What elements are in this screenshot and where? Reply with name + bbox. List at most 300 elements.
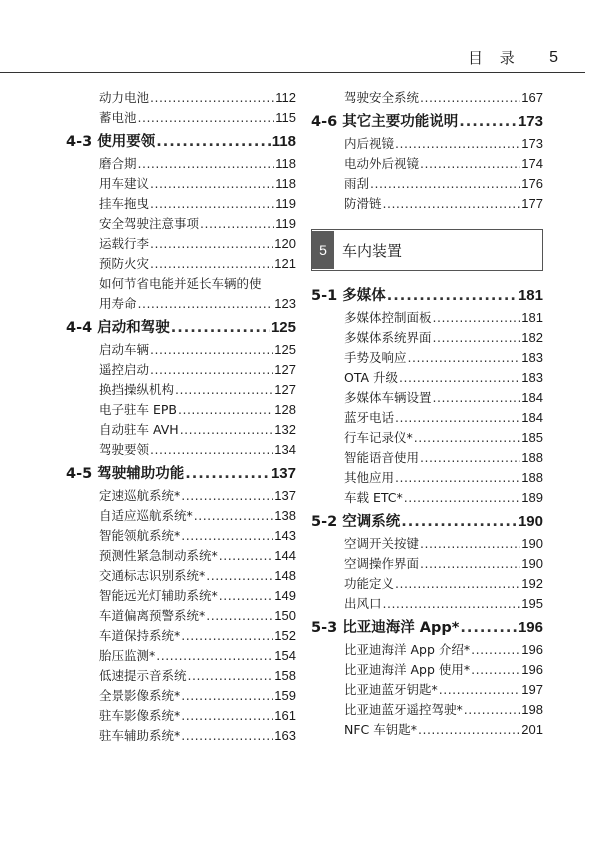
toc-page-number: 190 — [517, 513, 543, 530]
toc-entry-label: 车道保持系统* — [99, 628, 181, 643]
toc-entry[interactable] — [66, 360, 296, 380]
toc-entry-label: 驾驶安全系统 — [344, 90, 420, 105]
toc-entry-row — [344, 194, 543, 214]
toc-page-number: 188 — [521, 450, 543, 465]
toc-entry-row — [99, 566, 296, 586]
toc-entry-row — [344, 488, 543, 508]
toc-entry-label: 手势及响应 — [344, 350, 407, 365]
toc-page-number: 190 — [521, 556, 543, 571]
dot-leader — [460, 617, 517, 639]
toc-entry-label: 预测性紧急制动系统* — [99, 548, 218, 563]
toc-entry-label: 蓝牙电话 — [344, 410, 395, 425]
toc-entry-row — [311, 111, 543, 133]
toc-entry-row — [344, 720, 543, 740]
toc-entry-row — [66, 463, 296, 485]
toc-section-entry[interactable] — [311, 111, 543, 133]
toc-entry[interactable] — [66, 526, 296, 546]
toc-entry-row — [344, 574, 543, 594]
dot-leader — [200, 214, 274, 234]
toc-entry-row — [99, 506, 296, 526]
toc-entry-label: 全景影像系统* — [99, 688, 181, 703]
dot-leader — [156, 131, 271, 153]
toc-entry[interactable] — [311, 88, 543, 108]
toc-page-number: 184 — [521, 410, 543, 425]
toc-entry-row — [99, 194, 296, 214]
toc-right-top — [311, 88, 543, 214]
toc-entry-label: 内后视镜 — [344, 136, 395, 151]
toc-entry-row — [344, 428, 543, 448]
dot-leader — [185, 463, 270, 485]
dot-leader — [150, 174, 274, 194]
toc-entry[interactable] — [311, 640, 543, 660]
toc-entry[interactable] — [66, 420, 296, 440]
toc-entry-label: 出风口 — [344, 596, 382, 611]
toc-page-number: 127 — [274, 362, 296, 377]
dot-leader — [181, 486, 273, 506]
toc-entry[interactable] — [66, 400, 296, 420]
toc-entry[interactable] — [311, 388, 543, 408]
toc-entry-label: 遥控启动 — [99, 362, 150, 377]
toc-entry-row — [344, 308, 543, 328]
toc-entry[interactable] — [311, 680, 543, 700]
toc-entry-label: NFC 车钥匙* — [344, 722, 417, 737]
toc-page-number: 181 — [521, 310, 543, 325]
toc-page-number: 190 — [521, 536, 543, 551]
toc-entry-label: 比亚迪海洋 App 使用* — [344, 662, 471, 677]
dot-leader — [370, 174, 520, 194]
toc-entry-row — [344, 134, 543, 154]
toc-entry-label: 如何节省电能并延长车辆的使 — [99, 276, 262, 291]
toc-entry-row — [344, 534, 543, 554]
toc-entry-row — [99, 440, 296, 460]
dot-leader — [433, 308, 521, 328]
toc-entry-label: 低速提示音系统 — [99, 668, 187, 683]
dot-leader — [395, 408, 520, 428]
toc-page-number: 137 — [270, 465, 296, 482]
toc-entry-row — [344, 368, 543, 388]
toc-entry-row — [344, 388, 543, 408]
toc-entry[interactable] — [311, 368, 543, 388]
toc-page-number: 118 — [275, 156, 296, 171]
toc-section-entry[interactable] — [311, 511, 543, 533]
toc-entry-row — [99, 154, 296, 174]
toc-page-number: 183 — [521, 370, 543, 385]
toc-entry[interactable] — [311, 348, 543, 368]
dot-leader — [188, 666, 274, 686]
toc-page-number: 196 — [521, 642, 543, 657]
toc-entry-row — [344, 448, 543, 468]
toc-page-number: 167 — [521, 90, 543, 105]
toc-entry[interactable] — [66, 440, 296, 460]
toc-page-number: 134 — [274, 442, 296, 457]
dot-leader — [395, 468, 520, 488]
toc-entry[interactable] — [311, 308, 543, 328]
toc-entry-label: 多媒体控制面板 — [344, 310, 432, 325]
toc-entry-row — [344, 154, 543, 174]
toc-entry-row — [99, 234, 296, 254]
dot-leader — [150, 360, 273, 380]
toc-entry-label: 雨刮 — [344, 176, 370, 191]
dot-leader — [408, 348, 521, 368]
toc-entry-row — [344, 594, 543, 614]
dot-leader — [181, 626, 273, 646]
toc-section-entry[interactable] — [66, 131, 296, 153]
toc-entry[interactable] — [311, 700, 543, 720]
toc-entry-label: 比亚迪蓝牙钥匙* — [344, 682, 438, 697]
toc-page-number: 196 — [517, 619, 543, 636]
toc-entry-label: 蓄电池 — [99, 110, 137, 125]
dot-leader — [387, 285, 517, 307]
toc-page-number: 150 — [274, 608, 296, 623]
toc-entry[interactable] — [311, 134, 543, 154]
toc-entry[interactable] — [66, 108, 296, 128]
toc-page-number: 120 — [274, 236, 296, 251]
toc-page-number: 128 — [274, 402, 296, 417]
toc-page-number: 148 — [274, 568, 296, 583]
toc-page-number: 152 — [274, 628, 296, 643]
toc-page-number: 201 — [521, 722, 543, 737]
toc-page-number: 185 — [521, 430, 543, 445]
toc-entry[interactable] — [66, 726, 296, 746]
toc-entry-label: 5-1 多媒体 — [311, 288, 386, 304]
toc-page-number: 189 — [521, 490, 543, 505]
toc-entry-label: 4-6 其它主要功能说明 — [311, 114, 459, 130]
toc-entry-label: 5-3 比亚迪海洋 App* — [311, 620, 460, 636]
toc-page-number: 181 — [517, 287, 543, 304]
toc-entry-label: 车载 ETC* — [344, 490, 403, 505]
toc-entry-row — [99, 360, 296, 380]
dot-leader — [180, 420, 274, 440]
dot-leader — [194, 506, 274, 526]
toc-entry[interactable] — [311, 488, 543, 508]
toc-entry-label: 磨合期 — [99, 156, 137, 171]
chapter-heading[interactable] — [311, 229, 543, 271]
dot-leader — [471, 660, 520, 680]
toc-entry-row — [66, 131, 296, 153]
dot-leader — [206, 566, 273, 586]
toc-entry[interactable] — [311, 194, 543, 214]
dot-leader — [150, 234, 273, 254]
toc-entry[interactable] — [66, 234, 296, 254]
toc-page-number: 154 — [274, 648, 296, 663]
page-header — [452, 47, 566, 69]
toc-section-entry[interactable] — [66, 463, 296, 485]
toc-entry-row — [99, 726, 296, 746]
dot-leader — [399, 368, 520, 388]
toc-entry-label: 定速巡航系统* — [99, 488, 181, 503]
toc-entry-label: 多媒体系统界面 — [344, 330, 432, 345]
toc-page-number: 112 — [275, 90, 296, 105]
toc-entry-label: 启动车辆 — [99, 342, 150, 357]
toc-entry-label: 空调开关按键 — [344, 536, 420, 551]
toc-entry-row — [99, 214, 296, 234]
toc-entry-row — [99, 254, 296, 274]
toc-entry-row — [344, 468, 543, 488]
dot-leader — [181, 726, 273, 746]
toc-entry[interactable] — [311, 448, 543, 468]
dot-leader — [464, 700, 521, 720]
toc-entry[interactable] — [66, 686, 296, 706]
toc-entry-row — [99, 340, 296, 360]
toc-entry[interactable] — [66, 88, 296, 108]
dot-leader — [175, 380, 273, 400]
toc-entry[interactable] — [66, 666, 296, 686]
toc-entry-label: 挂车拖曳 — [99, 196, 150, 211]
dot-leader — [181, 526, 273, 546]
toc-entry-row — [344, 174, 543, 194]
toc-page-number: 121 — [274, 256, 296, 271]
toc-entry-label: 驻车辅助系统* — [99, 728, 181, 743]
dot-leader — [171, 317, 270, 339]
toc-entry-row — [99, 420, 296, 440]
toc-page-number: 173 — [521, 136, 543, 151]
toc-entry-label: 电子驻车 EPB — [99, 402, 177, 417]
toc-entry-label: 自动驻车 AVH — [99, 422, 179, 437]
toc-entry-label: 交通标志识别系统* — [99, 568, 206, 583]
toc-entry-row — [311, 511, 543, 533]
dot-leader — [433, 328, 521, 348]
toc-entry[interactable] — [66, 340, 296, 360]
dot-leader — [420, 448, 520, 468]
dot-leader — [138, 108, 275, 128]
toc-page-number: 173 — [517, 113, 543, 130]
toc-entry-label: 行车记录仪* — [344, 430, 413, 445]
toc-entry-row — [99, 666, 296, 686]
toc-page-number: 192 — [521, 576, 543, 591]
dot-leader — [404, 488, 521, 508]
toc-right-column — [311, 88, 543, 740]
dot-leader — [383, 194, 521, 214]
dot-leader — [439, 680, 521, 700]
toc-entry-row — [99, 400, 296, 420]
toc-entry-row — [99, 526, 296, 546]
dot-leader — [433, 388, 521, 408]
toc-entry[interactable] — [311, 660, 543, 680]
toc-entry-label: 用寿命 — [99, 296, 137, 311]
toc-entry-row — [99, 686, 296, 706]
toc-entry-row — [344, 328, 543, 348]
dot-leader — [420, 534, 520, 554]
toc-entry[interactable] — [311, 468, 543, 488]
toc-entry[interactable] — [311, 408, 543, 428]
toc-entry-row — [99, 88, 296, 108]
toc-entry-label: 驾驶要领 — [99, 442, 150, 457]
toc-entry-label: 用车建议 — [99, 176, 150, 191]
header-title: 目 录 — [468, 49, 521, 67]
toc-entry[interactable] — [311, 554, 543, 574]
chapter-title: 车内装置 — [342, 241, 403, 260]
toc-entry[interactable] — [311, 720, 543, 740]
chapter-number: 5 — [312, 231, 334, 269]
toc-page-number: 127 — [274, 382, 296, 397]
toc-entry-row — [99, 626, 296, 646]
toc-entry-label: 电动外后视镜 — [344, 156, 420, 171]
toc-entry-label: 换挡操纵机构 — [99, 382, 175, 397]
toc-page-number: 184 — [521, 390, 543, 405]
toc-page-number: 143 — [274, 528, 296, 543]
toc-page-number: 195 — [521, 596, 543, 611]
toc-entry-label: 动力电池 — [99, 90, 150, 105]
toc-entry-row — [311, 617, 543, 639]
toc-entry-label: 胎压监测* — [99, 648, 156, 663]
toc-entry[interactable] — [311, 174, 543, 194]
toc-entry-row — [99, 706, 296, 726]
toc-entry[interactable] — [66, 194, 296, 214]
toc-entry-label: 比亚迪海洋 App 介绍* — [344, 642, 471, 657]
toc-entry[interactable] — [66, 254, 296, 274]
dot-leader — [150, 340, 273, 360]
dot-leader — [156, 646, 273, 666]
dot-leader — [219, 586, 274, 606]
dot-leader — [150, 194, 274, 214]
toc-entry-row — [344, 88, 543, 108]
toc-right-bottom — [311, 285, 543, 740]
toc-entry[interactable] — [311, 574, 543, 594]
toc-page-number: 182 — [521, 330, 543, 345]
toc-entry-label: 4-4 启动和驾驶 — [66, 320, 170, 336]
toc-entry-row — [66, 317, 296, 339]
dot-leader — [420, 154, 520, 174]
toc-entry[interactable] — [66, 706, 296, 726]
toc-entry[interactable] — [311, 428, 543, 448]
toc-entry-row — [344, 348, 543, 368]
toc-entry-label: 5-2 空调系统 — [311, 514, 401, 530]
toc-page-number: 138 — [274, 508, 296, 523]
dot-leader — [414, 428, 521, 448]
dot-leader — [178, 400, 273, 420]
toc-entry[interactable] — [66, 586, 296, 606]
toc-entry[interactable] — [66, 506, 296, 526]
dot-leader — [420, 88, 520, 108]
toc-entry-label: 4-5 驾驶辅助功能 — [66, 466, 185, 482]
toc-page-number: 119 — [275, 216, 296, 231]
toc-page-number: 163 — [274, 728, 296, 743]
toc-entry-label: 智能语音使用 — [344, 450, 420, 465]
dot-leader — [395, 574, 520, 594]
toc-entry[interactable] — [311, 534, 543, 554]
toc-page-number: 183 — [521, 350, 543, 365]
toc-page-number: 161 — [274, 708, 296, 723]
toc-entry-row — [99, 174, 296, 194]
toc-page-number: 176 — [521, 176, 543, 191]
toc-entry[interactable] — [66, 646, 296, 666]
toc-page-number: 198 — [521, 702, 543, 717]
toc-entry[interactable] — [66, 380, 296, 400]
dot-leader — [150, 440, 273, 460]
dot-leader — [471, 640, 520, 660]
toc-page-number: 125 — [274, 342, 296, 357]
toc-entry[interactable] — [66, 606, 296, 626]
toc-entry-label: 比亚迪蓝牙遥控驾驶* — [344, 702, 463, 717]
toc-entry[interactable] — [66, 546, 296, 566]
toc-entry[interactable] — [66, 486, 296, 506]
header-rule — [0, 72, 585, 73]
dot-leader — [150, 88, 274, 108]
toc-page-number: 159 — [274, 688, 296, 703]
toc-entry[interactable] — [66, 566, 296, 586]
dot-leader — [219, 546, 274, 566]
toc-page-number: 177 — [521, 196, 543, 211]
dot-leader — [138, 154, 275, 174]
dot-leader — [459, 111, 517, 133]
dot-leader — [401, 511, 517, 533]
toc-entry-label: 安全驾驶注意事项 — [99, 216, 200, 231]
dot-leader — [418, 720, 520, 740]
toc-page-number: 144 — [274, 548, 296, 563]
toc-entry-label: 功能定义 — [344, 576, 395, 591]
toc-entry[interactable] — [66, 174, 296, 194]
toc-page-number: 137 — [274, 488, 296, 503]
toc-entry-label: 智能领航系统* — [99, 528, 181, 543]
toc-entry-row — [344, 700, 543, 720]
toc-entry-row — [344, 640, 543, 660]
toc-entry-label: 多媒体车辆设置 — [344, 390, 432, 405]
toc-entry-label: OTA 升级 — [344, 370, 399, 385]
toc-entry-label: 4-3 使用要领 — [66, 134, 156, 150]
toc-entry[interactable] — [66, 274, 296, 314]
toc-page-number: 125 — [270, 319, 296, 336]
dot-leader — [138, 294, 274, 314]
toc-entry-row — [99, 294, 296, 314]
toc-page-number: 123 — [274, 296, 296, 311]
toc-section-entry[interactable] — [66, 317, 296, 339]
toc-entry-label: 空调操作界面 — [344, 556, 420, 571]
dot-leader — [150, 254, 273, 274]
toc-page-number: 188 — [521, 470, 543, 485]
toc-entry-row — [344, 554, 543, 574]
toc-page-number: 158 — [274, 668, 296, 683]
toc-page-number: 118 — [271, 133, 296, 150]
toc-entry-row — [344, 660, 543, 680]
toc-entry-label: 预防火灾 — [99, 256, 150, 271]
toc-entry[interactable] — [66, 214, 296, 234]
toc-entry-row — [344, 680, 543, 700]
toc-page-number: 196 — [521, 662, 543, 677]
toc-entry[interactable] — [66, 626, 296, 646]
toc-entry-row — [344, 408, 543, 428]
toc-entry-row — [99, 586, 296, 606]
toc-entry-label: 自适应巡航系统* — [99, 508, 193, 523]
toc-entry-row — [99, 546, 296, 566]
toc-entry-row — [99, 108, 296, 128]
toc-entry[interactable] — [311, 594, 543, 614]
toc-entry-label: 智能远光灯辅助系统* — [99, 588, 218, 603]
dot-leader — [181, 706, 273, 726]
toc-entry[interactable] — [311, 154, 543, 174]
toc-entry[interactable] — [66, 154, 296, 174]
toc-section-entry[interactable] — [311, 285, 543, 307]
toc-entry-row — [99, 646, 296, 666]
toc-entry-row — [311, 285, 543, 307]
toc-page-number: 149 — [274, 588, 296, 603]
dot-leader — [206, 606, 273, 626]
dot-leader — [383, 594, 521, 614]
toc-entry-row — [99, 486, 296, 506]
dot-leader — [395, 134, 520, 154]
page-number: 5 — [549, 49, 558, 66]
toc-page-number: 118 — [275, 176, 296, 191]
toc-entry-label: 驻车影像系统* — [99, 708, 181, 723]
toc-entry-label: 其他应用 — [344, 470, 395, 485]
toc-section-entry[interactable] — [311, 617, 543, 639]
toc-entry[interactable] — [311, 328, 543, 348]
toc-page-number: 197 — [521, 682, 543, 697]
dot-leader — [181, 686, 273, 706]
toc-entry-label: 车道偏离预警系统* — [99, 608, 206, 623]
toc-entry-label: 防滑链 — [344, 196, 382, 211]
dot-leader — [420, 554, 520, 574]
toc-page-number: 132 — [274, 422, 296, 437]
